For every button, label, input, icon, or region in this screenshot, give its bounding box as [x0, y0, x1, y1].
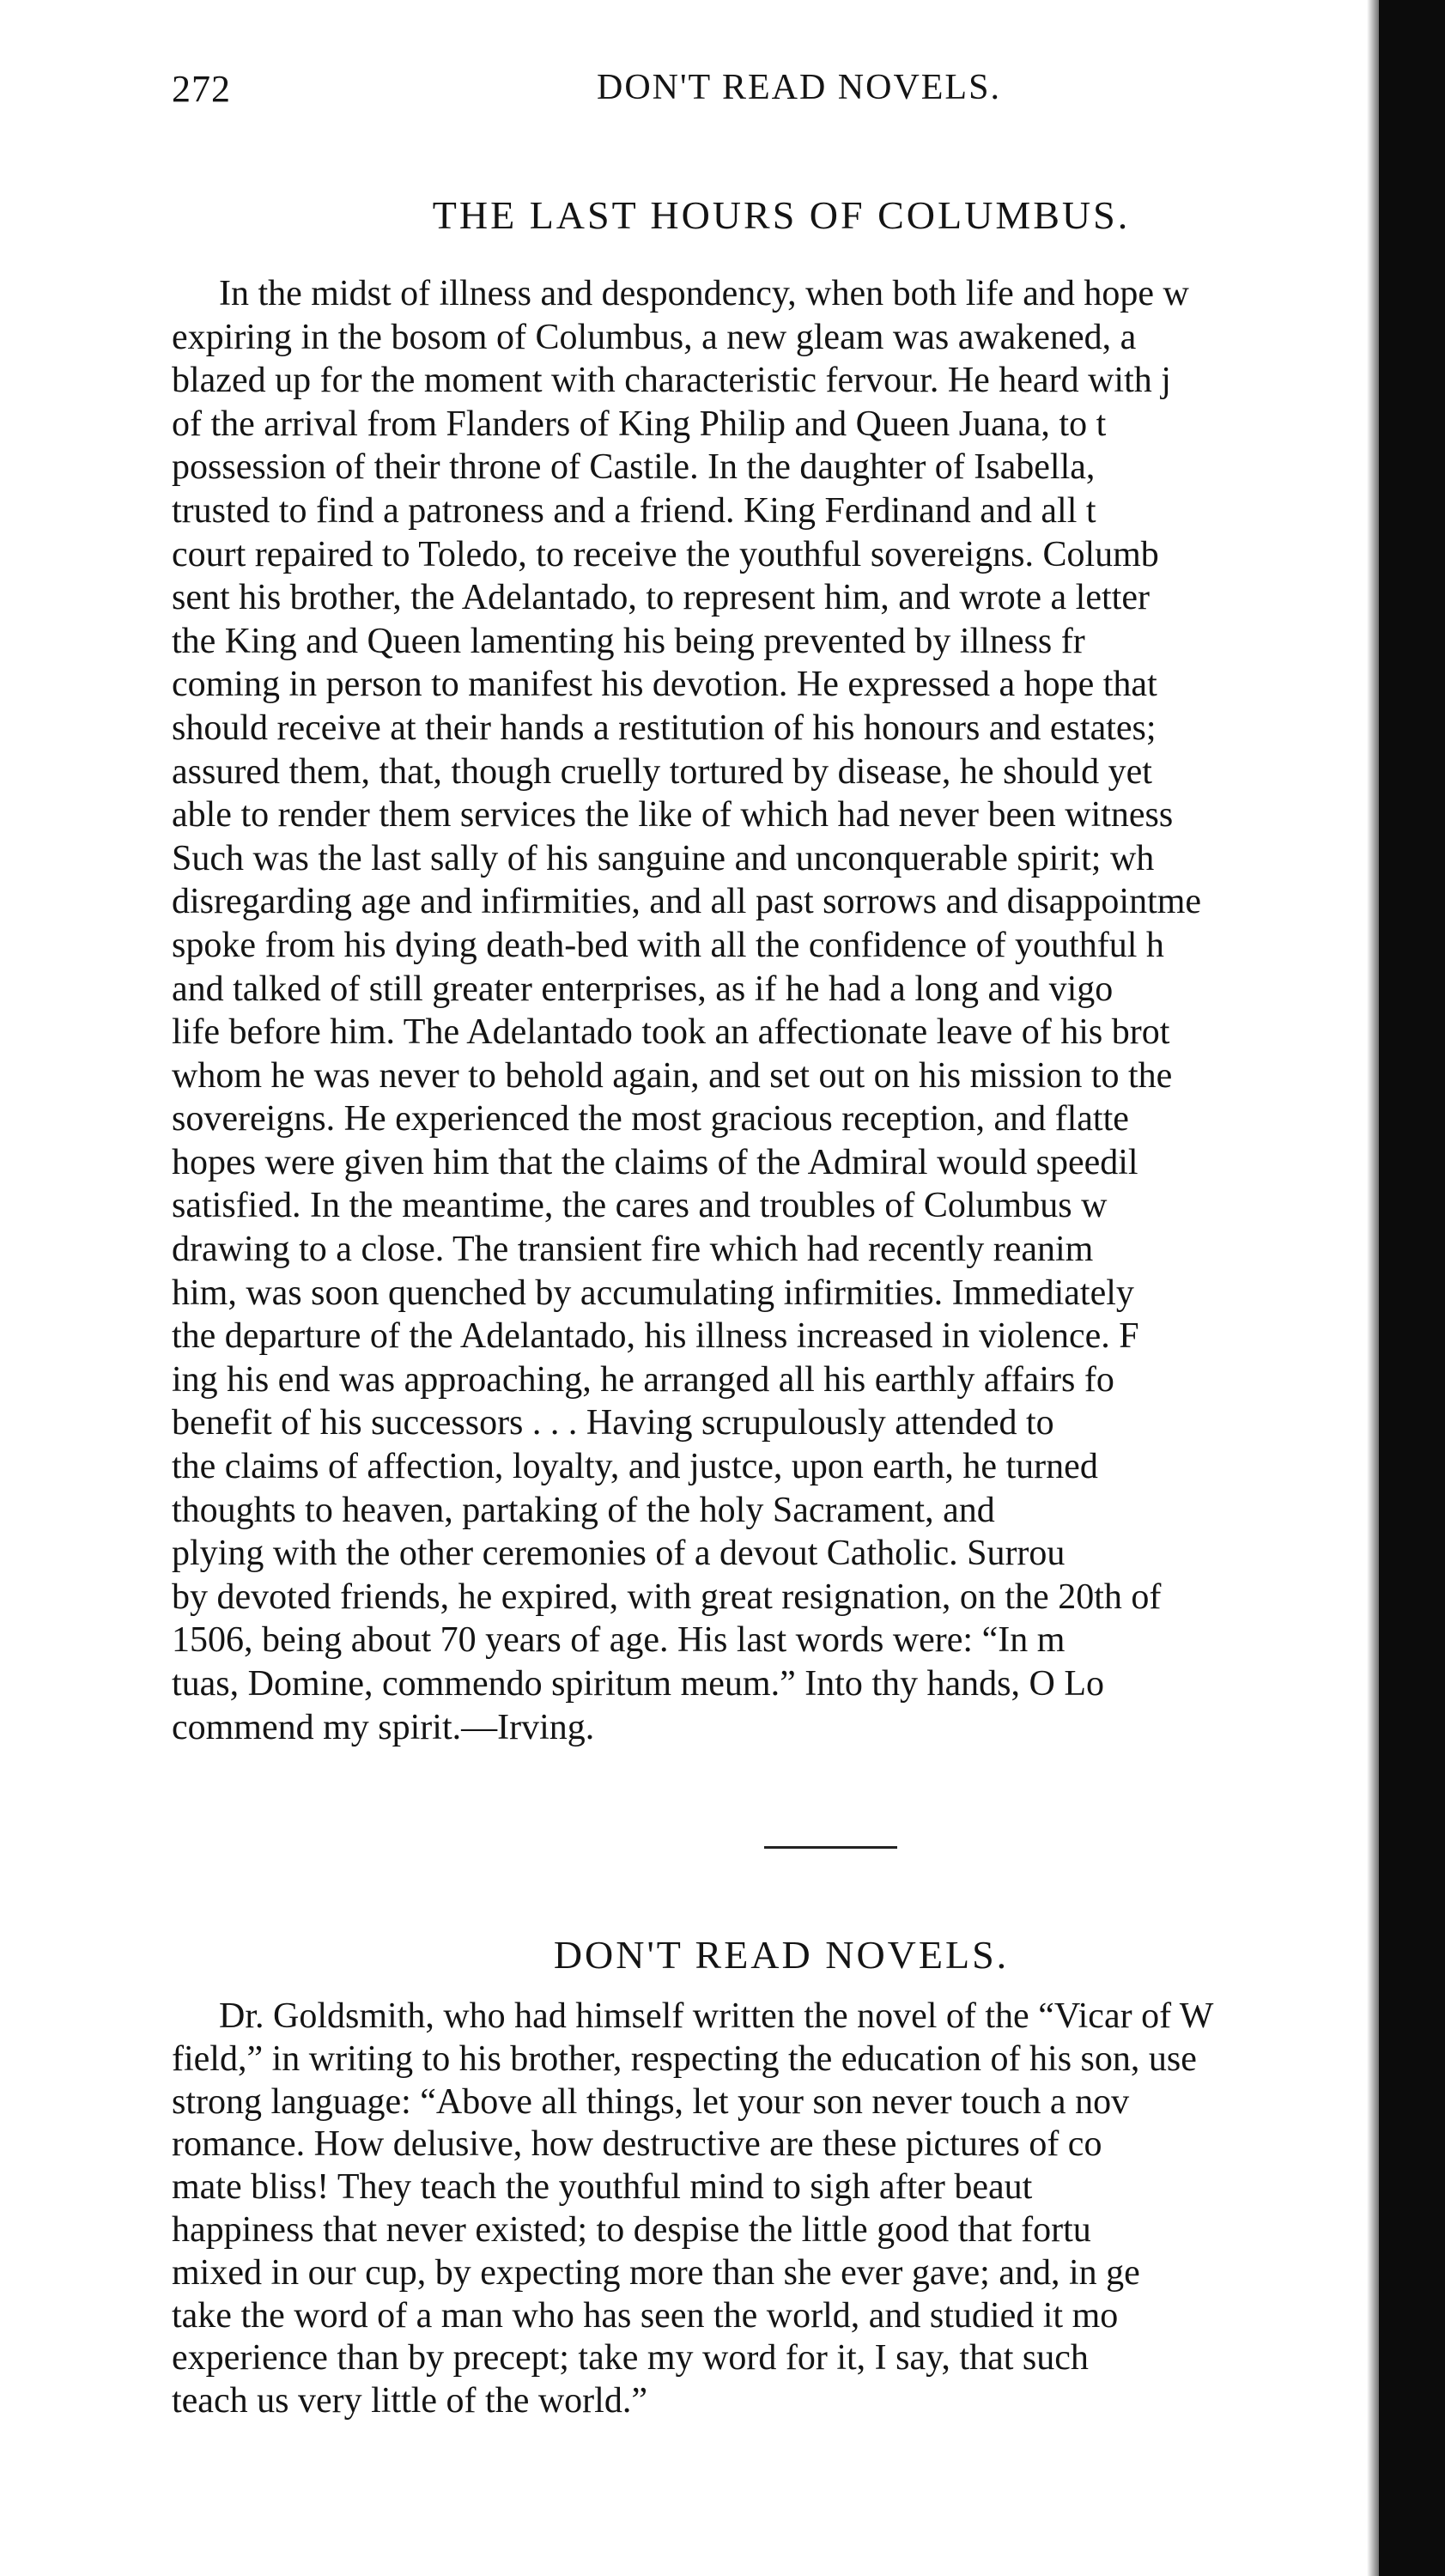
text-line: plying with the other ceremonies of a devout Catholic. Surrou — [172, 1534, 1066, 1574]
text-line: able to render them services the like of which had never been witness — [172, 795, 1174, 835]
text-line: strong language: “Above all things, let your son never touch a nov — [172, 2081, 1130, 2122]
text-line: should receive at their hands a restitution of his honours and estates; — [172, 708, 1157, 748]
text-line: 1506, being about 70 years of age. His last words were: “In m — [172, 1620, 1066, 1661]
text-line: life before him. The Adelantado took an affectionate leave of his brot — [172, 1012, 1170, 1053]
text-line: field,” in writing to his brother, respecting the education of his son, use — [172, 2038, 1197, 2079]
text-line: drawing to a close. The transient fire which had recently reanim — [172, 1230, 1094, 1270]
text-line: spoke from his dying death-bed with all the confidence of youthful h — [172, 925, 1164, 965]
text-line: expiring in the bosom of Columbus, a new gleam was awakened, a — [172, 317, 1137, 357]
text-line: thoughts to heaven, partaking of the holy Sacrament, and — [172, 1490, 995, 1530]
text-line: take the word of a man who has seen the world, and studied it mo — [172, 2295, 1119, 2336]
running-head — [172, 67, 1288, 118]
text-line: the departure of the Adelantado, his illness increased in violence. F — [172, 1316, 1139, 1357]
text-line: teach us very little of the world.” — [172, 2381, 647, 2421]
text-line: by devoted friends, he expired, with great resignation, on the 20th of — [172, 1577, 1162, 1617]
running-title: DON'T READ NOVELS. — [597, 68, 1001, 107]
text-line: assured them, that, though cruelly tortured by disease, he should yet — [172, 751, 1152, 792]
text-line: coming in person to manifest his devotion. He expressed a hope that — [172, 665, 1157, 705]
text-line: experience than by precept; take my word for it, I say, that such — [172, 2338, 1089, 2379]
article-title: THE LAST HOURS OF COLUMBUS. — [432, 193, 1131, 237]
text-line: commend my spirit.—Irving. — [172, 1707, 595, 1747]
text-line: sent his brother, the Adelantado, to represent him, and wrote a letter — [172, 578, 1150, 618]
article-title: DON'T READ NOVELS. — [553, 1933, 1010, 1977]
article-body — [172, 1996, 1445, 2423]
text-line: romance. How delusive, how destructive are these pictures of co — [172, 2124, 1102, 2165]
text-line: whom he was never to behold again, and set out on his mission to the — [172, 1055, 1173, 1096]
text-line: tuas, Domine, commendo spiritum meum.” Into thy hands, O Lo — [172, 1664, 1105, 1704]
text-line: mate bliss! They teach the youthful mind to sigh after beaut — [172, 2167, 1033, 2208]
text-line: possession of their throne of Castile. In the daughter of Isabella, — [172, 447, 1096, 488]
text-line: hopes were given him that the claims of the Admiral would speedil — [172, 1142, 1138, 1182]
text-line: of the arrival from Flanders of King Philip and Queen Juana, to t — [172, 404, 1107, 444]
text-line: trusted to find a patroness and a friend. King Ferdinand and all t — [172, 490, 1096, 531]
text-line: him, was soon quenched by accumulating infirmities. Immediately — [172, 1273, 1134, 1313]
text-line: the King and Queen lamenting his being prevented by illness fr — [172, 621, 1085, 661]
text-line: Such was the last sally of his sanguine and unconquerable spirit; wh — [172, 838, 1155, 878]
text-line: and talked of still greater enterprises, as if he had a long and vigo — [172, 969, 1114, 1009]
text-line: disregarding age and infirmities, and all past sorrows and disappointme — [172, 882, 1202, 922]
article-body — [172, 272, 1445, 1749]
text-line: blazed up for the moment with characteristic fervour. He heard with j — [172, 361, 1171, 401]
text-line: In the midst of illness and despondency, when both life and hope w — [219, 274, 1189, 313]
text-line: sovereigns. He experienced the most gracious reception, and flatte — [172, 1099, 1129, 1139]
binding-shadow — [1367, 0, 1379, 2576]
text-line: mixed in our cup, by expecting more than she ever gave; and, in ge — [172, 2252, 1140, 2293]
page-number: 272 — [172, 68, 231, 110]
text-line: happiness that never existed; to despise the little good that fortu — [172, 2209, 1091, 2250]
text-line: Dr. Goldsmith, who had himself written the novel of the “Vicar of W — [219, 1996, 1214, 2036]
text-line: benefit of his successors . . . Having scrupulously attended to — [172, 1403, 1054, 1443]
text-line: satisfied. In the meantime, the cares and troubles of Columbus w — [172, 1186, 1108, 1226]
section-divider — [764, 1846, 897, 1849]
text-line: court repaired to Toledo, to receive the youthful sovereigns. Columb — [172, 534, 1159, 574]
binding-edge — [1379, 0, 1445, 2576]
text-line: the claims of affection, loyalty, and justce, upon earth, he turned — [172, 1447, 1098, 1487]
text-line: ing his end was approaching, he arranged all his earthly affairs fo — [172, 1359, 1114, 1400]
